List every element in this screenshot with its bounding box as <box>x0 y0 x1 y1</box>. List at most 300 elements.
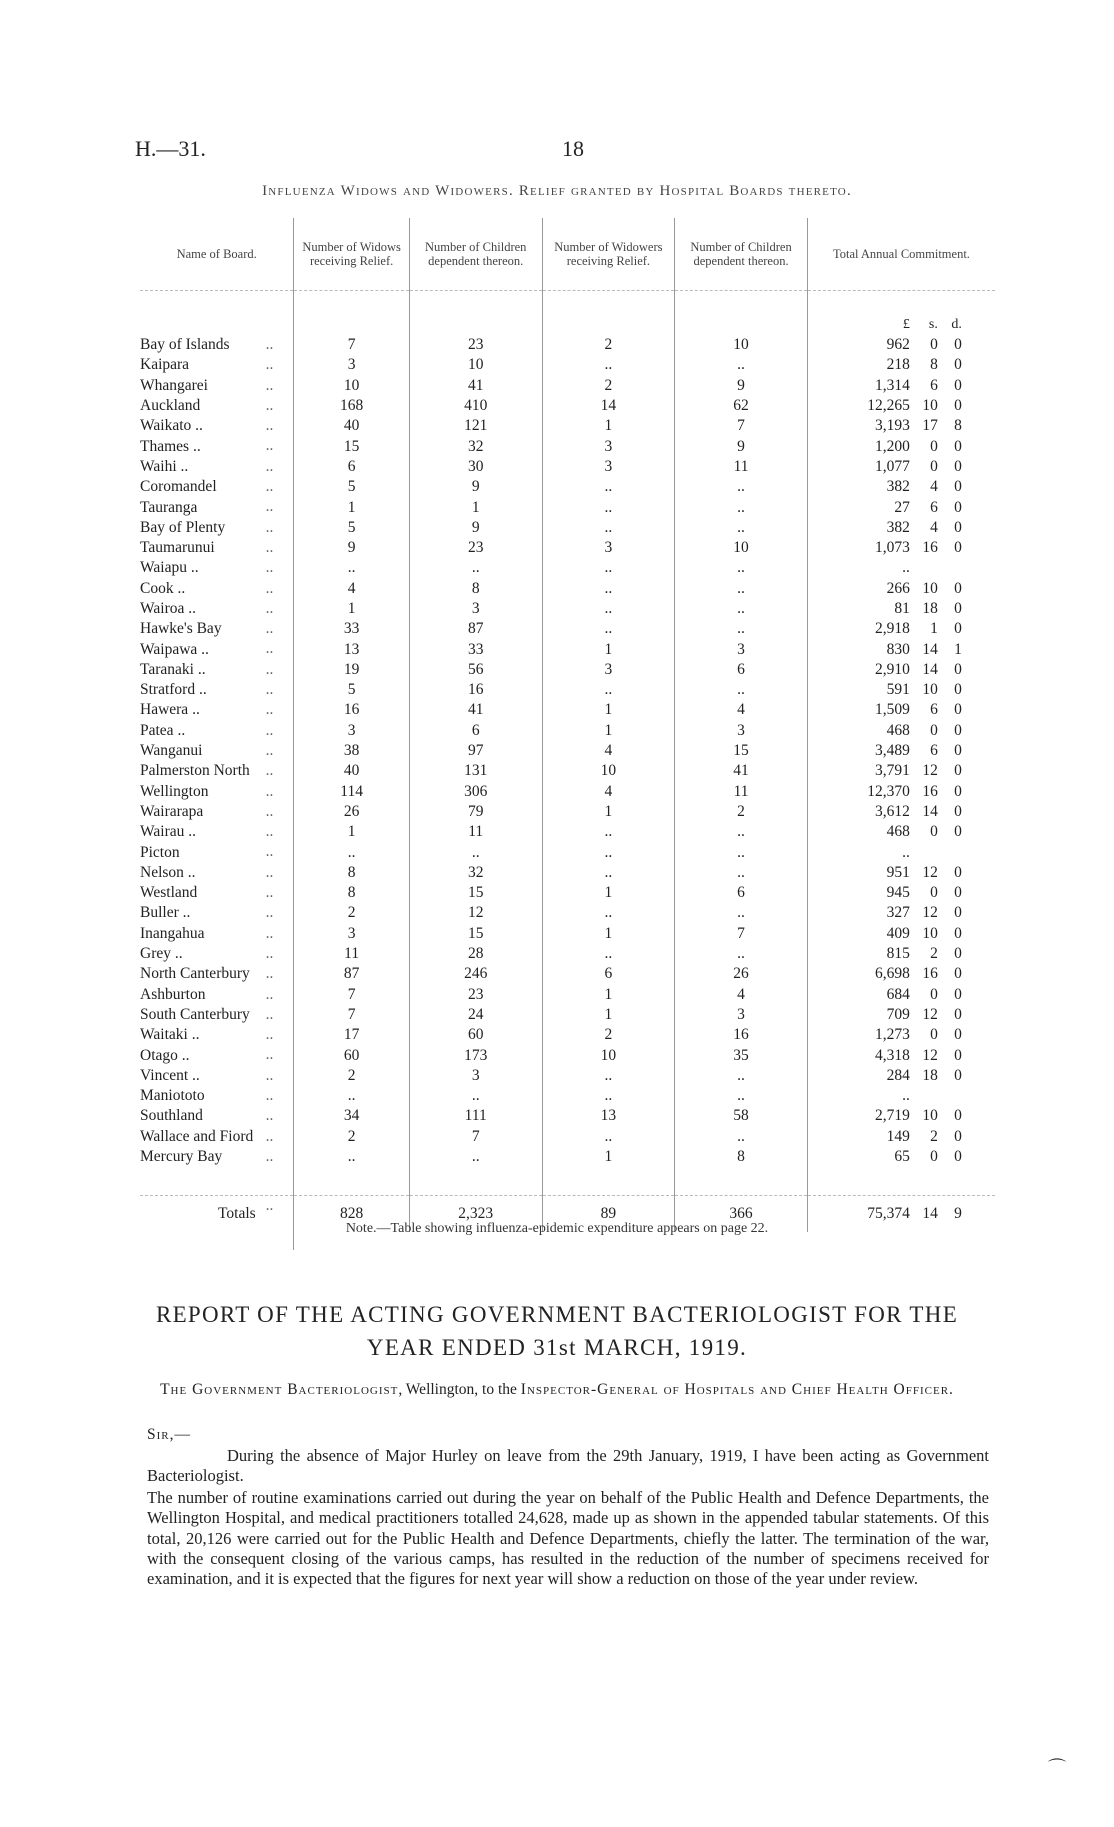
widowers-count: 10 <box>542 761 675 781</box>
board-name-text: Wellington <box>140 782 209 800</box>
children-of-widows-count: 15 <box>409 883 542 903</box>
widowers-count: .. <box>542 1086 675 1106</box>
widowers-count: 1 <box>542 416 675 436</box>
leader-dots: .. <box>265 924 274 942</box>
shillings-value: 6 <box>930 376 938 394</box>
board-name-text: Wairarapa <box>140 802 204 820</box>
children-of-widows-count: 23 <box>409 335 542 355</box>
leader-dots: .. <box>265 762 274 780</box>
widowers-count: .. <box>542 842 675 862</box>
pounds-value: 1,509 <box>875 701 910 719</box>
pounds-value: 1,314 <box>875 376 910 394</box>
board-name <box>140 680 294 700</box>
table-row <box>140 518 995 538</box>
annual-commitment <box>807 396 995 416</box>
pounds-value: .. <box>902 559 910 577</box>
widows-count: 3 <box>294 924 410 944</box>
pounds-value: 591 <box>886 681 910 699</box>
widows-count: 7 <box>294 335 410 355</box>
children-of-widowers-count: 3 <box>675 639 808 659</box>
table-row <box>140 741 995 761</box>
board-name-text: Waihi .. <box>140 457 189 475</box>
pence-value: 0 <box>954 600 962 617</box>
leader-dots: .. <box>265 620 274 638</box>
widowers-count: 2 <box>542 1025 675 1045</box>
shillings-value: 12 <box>922 904 938 922</box>
annual-commitment <box>807 1147 995 1167</box>
leader-dots: .. <box>265 1046 274 1064</box>
leader-dots: .. <box>265 884 274 902</box>
board-name <box>140 416 294 436</box>
annual-commitment <box>807 497 995 517</box>
widowers-count: 1 <box>542 802 675 822</box>
shillings-value: 16 <box>922 965 938 983</box>
board-name <box>140 1147 294 1167</box>
table-row <box>140 1127 995 1147</box>
pounds-value: 1,273 <box>875 1026 910 1044</box>
widowers-count: .. <box>542 579 675 599</box>
widows-count: .. <box>294 1086 410 1106</box>
shillings-value: 0 <box>930 985 938 1003</box>
annual-commitment <box>807 842 995 862</box>
children-of-widowers-count: 9 <box>675 376 808 396</box>
children-of-widows-count: 28 <box>409 944 542 964</box>
pounds-value: 218 <box>886 356 910 374</box>
widowers-count: .. <box>542 355 675 375</box>
widowers-count: .. <box>542 497 675 517</box>
annual-commitment <box>807 680 995 700</box>
paragraph-1: During the absence of Major Hurley on leave from the 29th January, 1919, I have been acting as Government Bacteriologist. <box>147 1446 989 1486</box>
shillings-value: 8 <box>930 356 938 374</box>
pence-value: 0 <box>954 518 962 536</box>
annual-commitment <box>807 639 995 659</box>
widowers-count: 89 <box>542 1196 675 1233</box>
widows-count: 15 <box>294 436 410 456</box>
children-of-widows-count: 23 <box>409 538 542 558</box>
widows-count: 40 <box>294 761 410 781</box>
board-name-text: Taranaki .. <box>140 660 206 678</box>
shillings-value: 10 <box>922 579 938 597</box>
pounds-value: 65 <box>894 1148 910 1166</box>
children-of-widowers-count: .. <box>675 863 808 883</box>
annual-commitment <box>807 721 995 741</box>
table-row <box>140 761 995 781</box>
table-row <box>140 964 995 984</box>
shillings-value: 10 <box>922 1107 938 1125</box>
shillings-value: 18 <box>922 1066 938 1084</box>
children-of-widows-count: 3 <box>409 599 542 619</box>
table-row <box>140 457 995 477</box>
widows-count: 7 <box>294 1005 410 1025</box>
pounds-value: 2,719 <box>875 1107 910 1125</box>
shillings-value: 10 <box>922 681 938 699</box>
widows-count: 5 <box>294 477 410 497</box>
pounds-value: 945 <box>886 884 910 902</box>
shillings-value: 12 <box>922 1046 938 1064</box>
widowers-count: .. <box>542 863 675 883</box>
widowers-count: 3 <box>542 660 675 680</box>
table-row <box>140 842 995 862</box>
annual-commitment <box>807 558 995 578</box>
annual-commitment <box>807 863 995 883</box>
pence-value: 1 <box>954 640 962 658</box>
table-row <box>140 436 995 456</box>
shillings-value: 14 <box>922 802 938 820</box>
annual-commitment <box>807 761 995 781</box>
children-of-widowers-count: .. <box>675 355 808 375</box>
leader-dots: .. <box>265 944 274 962</box>
children-of-widows-count: 30 <box>409 457 542 477</box>
children-of-widows-count: 3 <box>409 1066 542 1086</box>
pounds-value: 382 <box>886 478 910 496</box>
widows-count: 38 <box>294 741 410 761</box>
board-name <box>140 1005 294 1025</box>
widowers-count: .. <box>542 619 675 639</box>
shillings-value: 14 <box>922 1205 938 1223</box>
children-of-widows-count: 24 <box>409 1005 542 1025</box>
children-of-widowers-count: 15 <box>675 741 808 761</box>
pence-value: 0 <box>954 863 962 881</box>
pence-value: 0 <box>954 985 962 1003</box>
col-header-children-widows: Number of Children dependent thereon. <box>409 218 542 291</box>
pence-value: 0 <box>954 457 962 475</box>
board-name-text: Waipawa .. <box>140 640 209 658</box>
board-name-text: Hawera .. <box>140 701 200 719</box>
board-name <box>140 376 294 396</box>
board-name <box>140 964 294 984</box>
leader-dots: .. <box>265 1066 274 1084</box>
board-name <box>140 497 294 517</box>
pounds-value: 951 <box>886 863 910 881</box>
widowers-count: .. <box>542 822 675 842</box>
board-name <box>140 1066 294 1086</box>
annual-commitment <box>807 376 995 396</box>
widows-count: .. <box>294 558 410 578</box>
shillings-value: 0 <box>930 1148 938 1166</box>
widowers-count: 10 <box>542 1045 675 1065</box>
widowers-count: .. <box>542 903 675 923</box>
pence-value: 0 <box>954 1026 962 1044</box>
children-of-widowers-count: 10 <box>675 335 808 355</box>
children-of-widows-count: 7 <box>409 1127 542 1147</box>
table-row <box>140 1045 995 1065</box>
board-name-text: Palmerston North <box>140 762 250 780</box>
shillings-value: 0 <box>930 437 938 455</box>
board-name-text: Stratford .. <box>140 681 207 699</box>
leader-dots: .. <box>265 640 274 658</box>
leader-dots: .. <box>265 782 274 800</box>
children-of-widows-count: 9 <box>409 518 542 538</box>
annual-commitment <box>807 700 995 720</box>
children-of-widowers-count: .. <box>675 822 808 842</box>
widowers-count: 1 <box>542 985 675 1005</box>
pence-value: 0 <box>954 924 962 942</box>
table-row <box>140 1147 995 1167</box>
widows-count: 5 <box>294 518 410 538</box>
children-of-widowers-count: .. <box>675 680 808 700</box>
children-of-widowers-count: .. <box>675 903 808 923</box>
board-name <box>140 903 294 923</box>
board-name-text: Totals <box>218 1205 256 1223</box>
pence-value: 9 <box>954 1205 962 1223</box>
leader-dots: .. <box>265 741 274 759</box>
children-of-widows-count: 173 <box>409 1045 542 1065</box>
children-of-widows-count: 60 <box>409 1025 542 1045</box>
relief-table <box>140 218 995 1250</box>
leader-dots: .. <box>265 437 274 455</box>
annual-commitment <box>807 335 995 355</box>
board-name <box>140 457 294 477</box>
children-of-widowers-count: .. <box>675 579 808 599</box>
children-of-widows-count: 11 <box>409 822 542 842</box>
pence-value: 0 <box>954 437 962 455</box>
pence-value: 0 <box>954 579 962 597</box>
children-of-widowers-count: 3 <box>675 1005 808 1025</box>
pounds-value: 3,791 <box>875 762 910 780</box>
board-name-text: Otago .. <box>140 1046 190 1064</box>
pence-value: 0 <box>954 742 962 760</box>
widows-count: 4 <box>294 579 410 599</box>
table-row <box>140 558 995 578</box>
children-of-widowers-count: 4 <box>675 700 808 720</box>
corner-mark: ⌒ <box>1048 1758 1066 1778</box>
widows-count: 17 <box>294 1025 410 1045</box>
children-of-widowers-count: 7 <box>675 924 808 944</box>
table-row <box>140 1106 995 1126</box>
widows-count: 5 <box>294 680 410 700</box>
pounds-value: 3,193 <box>875 417 910 435</box>
pence-value: 0 <box>954 782 962 800</box>
board-name <box>140 863 294 883</box>
table-row <box>140 944 995 964</box>
pence-value: 8 <box>954 417 962 435</box>
children-of-widows-count: 10 <box>409 355 542 375</box>
table-row <box>140 619 995 639</box>
shillings-value: 10 <box>922 397 938 415</box>
children-of-widowers-count: 58 <box>675 1106 808 1126</box>
children-of-widows-count: 56 <box>409 660 542 680</box>
widowers-count: 4 <box>542 741 675 761</box>
board-name-text: Patea .. <box>140 721 186 739</box>
board-name-text: Westland <box>140 884 198 902</box>
board-name-text: Wairau .. <box>140 823 196 841</box>
pounds-value: 382 <box>886 518 910 536</box>
shillings-value: 14 <box>922 640 938 658</box>
table-row <box>140 335 995 355</box>
children-of-widows-count: .. <box>409 558 542 578</box>
children-of-widowers-count: 41 <box>675 761 808 781</box>
widowers-count: .. <box>542 599 675 619</box>
children-of-widows-count: 15 <box>409 924 542 944</box>
shillings-value: 4 <box>930 518 938 536</box>
leader-dots: .. <box>265 681 274 699</box>
board-name-text: North Canterbury <box>140 965 250 983</box>
col-header-widows: Number of Widows receiving Relief. <box>294 218 410 291</box>
annual-commitment <box>807 944 995 964</box>
table-row <box>140 680 995 700</box>
annual-commitment <box>807 782 995 802</box>
board-name-text: Southland <box>140 1107 203 1125</box>
table-row <box>140 1025 995 1045</box>
pounds-value: 75,374 <box>867 1205 910 1223</box>
widows-count: 7 <box>294 985 410 1005</box>
table-row <box>140 924 995 944</box>
children-of-widows-count: .. <box>409 1086 542 1106</box>
leader-dots: .. <box>265 478 274 496</box>
board-name-text: Waiapu .. <box>140 559 199 577</box>
shillings-value: 0 <box>930 1026 938 1044</box>
board-name <box>140 1045 294 1065</box>
pounds-value: 266 <box>886 579 910 597</box>
widows-count: 1 <box>294 822 410 842</box>
pence-value: 0 <box>954 762 962 780</box>
widowers-count: .. <box>542 1066 675 1086</box>
col-header-total: Total Annual Commitment. <box>807 218 995 291</box>
widows-count: 2 <box>294 1127 410 1147</box>
annual-commitment <box>807 1005 995 1025</box>
pounds-value: 149 <box>886 1127 910 1145</box>
pence-value: 0 <box>954 884 962 902</box>
pounds-value: 3,489 <box>875 742 910 760</box>
annual-commitment <box>807 741 995 761</box>
pence-value: 0 <box>954 498 962 516</box>
leader-dots: .. <box>265 1086 274 1104</box>
table-row <box>140 376 995 396</box>
children-of-widowers-count: 11 <box>675 457 808 477</box>
pence-value: 0 <box>954 965 962 983</box>
shillings-value: 17 <box>922 417 938 435</box>
widows-count: 87 <box>294 964 410 984</box>
table-header-row <box>140 218 995 291</box>
pounds-value: 684 <box>886 985 910 1003</box>
board-name-text: Buller .. <box>140 904 191 922</box>
leader-dots: .. <box>265 376 274 394</box>
board-name <box>140 639 294 659</box>
pence-value: 0 <box>954 802 962 820</box>
widows-count: 6 <box>294 457 410 477</box>
children-of-widows-count: 2,323 <box>409 1196 542 1233</box>
children-of-widowers-count: 26 <box>675 964 808 984</box>
annual-commitment <box>807 599 995 619</box>
widowers-count: .. <box>542 1127 675 1147</box>
board-name-text: Hawke's Bay <box>140 620 222 638</box>
children-of-widows-count: 41 <box>409 700 542 720</box>
pence-value: 0 <box>954 660 962 678</box>
widowers-count: .. <box>542 518 675 538</box>
shillings-value: 6 <box>930 701 938 719</box>
table-row <box>140 863 995 883</box>
board-name <box>140 335 294 355</box>
widowers-count: 1 <box>542 924 675 944</box>
leader-dots: .. <box>265 721 274 739</box>
col-header-children-widowers: Number of Children dependent thereon. <box>675 218 808 291</box>
board-name-text: Taumarunui <box>140 539 215 557</box>
board-name-text: South Canterbury <box>140 1005 250 1023</box>
pounds-value: 6,698 <box>875 965 910 983</box>
widowers-count: .. <box>542 558 675 578</box>
widows-count: 3 <box>294 355 410 375</box>
table-title: Influenza Widows and Widowers. Relief granted by Hospital Boards thereto. <box>262 183 852 199</box>
widows-count: 8 <box>294 883 410 903</box>
board-name-text: Maniototo <box>140 1087 205 1105</box>
shillings-value: 6 <box>930 498 938 516</box>
annual-commitment <box>807 538 995 558</box>
widows-count: 11 <box>294 944 410 964</box>
annual-commitment <box>807 660 995 680</box>
widowers-count: 1 <box>542 883 675 903</box>
children-of-widows-count: 8 <box>409 579 542 599</box>
pounds-value: 12,370 <box>867 782 910 800</box>
annual-commitment <box>807 802 995 822</box>
pounds-value: 409 <box>886 924 910 942</box>
leader-dots: .. <box>265 1127 274 1145</box>
children-of-widowers-count: 2 <box>675 802 808 822</box>
table-row <box>140 1066 995 1086</box>
salutation: Sir,— <box>147 1426 191 1443</box>
annual-commitment <box>807 985 995 1005</box>
leader-dots: .. <box>265 518 274 536</box>
leader-dots: .. <box>265 1197 274 1215</box>
pounds-value: 1,200 <box>875 437 910 455</box>
shillings-value: 6 <box>930 742 938 760</box>
widows-count: 168 <box>294 396 410 416</box>
children-of-widowers-count: 8 <box>675 1147 808 1167</box>
children-of-widowers-count: 62 <box>675 396 808 416</box>
shillings-value: 10 <box>922 924 938 942</box>
board-name-text: Waitaki .. <box>140 1026 200 1044</box>
pence-value: 0 <box>954 1148 962 1166</box>
leader-dots: .. <box>265 863 274 881</box>
children-of-widowers-count: .. <box>675 518 808 538</box>
board-name-text: Coromandel <box>140 478 217 496</box>
leader-dots: .. <box>265 985 274 1003</box>
pence-value: 0 <box>954 1107 962 1125</box>
leader-dots: .. <box>265 823 274 841</box>
leader-dots: .. <box>265 579 274 597</box>
board-name-text: Wallace and Fiord <box>140 1127 254 1145</box>
pence-value: 0 <box>954 1005 962 1023</box>
table-row <box>140 883 995 903</box>
table-row <box>140 985 995 1005</box>
widowers-count: 1 <box>542 700 675 720</box>
pounds-value: 1,073 <box>875 539 910 557</box>
widows-count: 40 <box>294 416 410 436</box>
pounds-value: .. <box>902 843 910 861</box>
board-name <box>140 660 294 680</box>
shillings-value: 12 <box>922 762 938 780</box>
paragraph-2: The number of routine examinations carried out during the year on behalf of the Public Health and Defence Departments, the Wellington Hospital, and medical practitioners totalled 24,628, made up as shown in the appended tabular statements. Of this total, 20,126 were carried out for the Public Health and Defence Departments, chiefly the latter. The termination of the war, with the consequent closing of the various camps, has resulted in the reduction of the number of specimens received for examination, and it is expected that the figures for next year will show a reduction on those of the year under review. <box>147 1488 989 1589</box>
widows-count: 2 <box>294 903 410 923</box>
shillings-value: 4 <box>930 478 938 496</box>
board-name <box>140 1086 294 1106</box>
children-of-widows-count: 111 <box>409 1106 542 1126</box>
children-of-widows-count: 79 <box>409 802 542 822</box>
leader-dots: .. <box>265 1107 274 1125</box>
children-of-widows-count: 33 <box>409 639 542 659</box>
widows-count: 34 <box>294 1106 410 1126</box>
pounds-value: 12,265 <box>867 397 910 415</box>
pounds-value: 2,918 <box>875 620 910 638</box>
widows-count: 3 <box>294 721 410 741</box>
children-of-widows-count: 246 <box>409 964 542 984</box>
pence-value: 0 <box>954 478 962 496</box>
board-name-text: Nelson .. <box>140 863 196 881</box>
shillings-value: 18 <box>922 600 938 617</box>
widowers-count: 2 <box>542 335 675 355</box>
pence-value: 0 <box>954 945 962 963</box>
annual-commitment <box>807 416 995 436</box>
board-name <box>140 782 294 802</box>
